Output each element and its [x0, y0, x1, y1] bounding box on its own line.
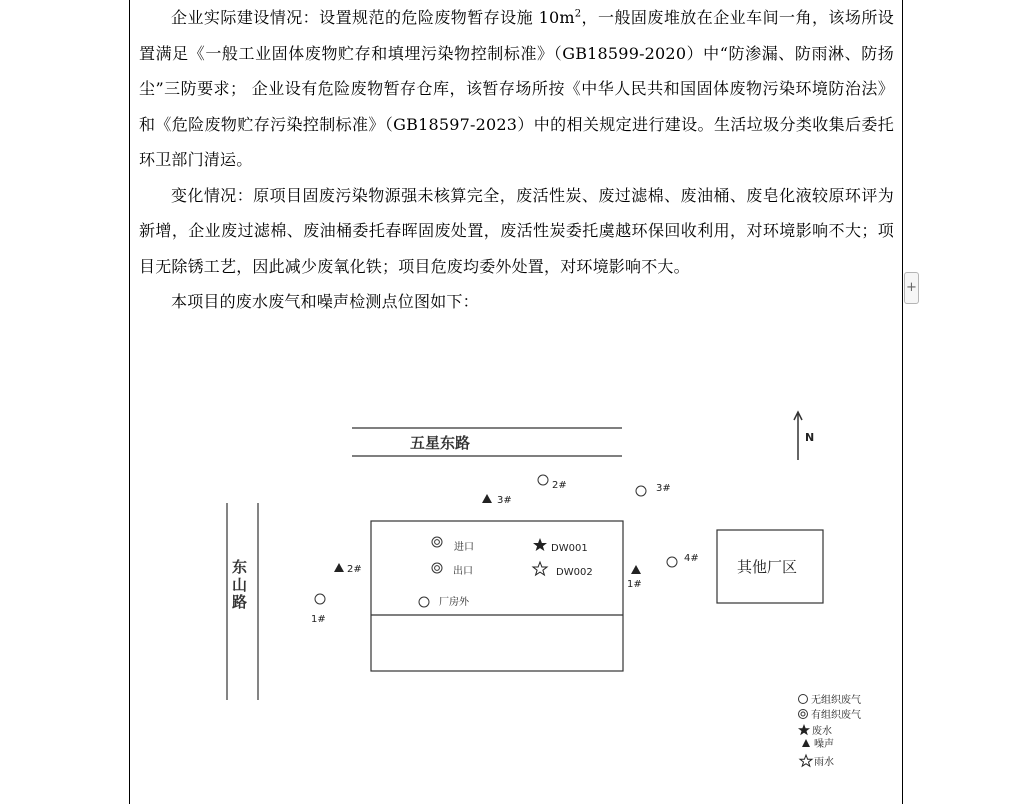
outlet-label: 出口	[453, 566, 473, 577]
noise-2-label: 2#	[347, 564, 362, 575]
road-left-char-2: 山	[232, 576, 248, 594]
noise-2-icon	[334, 563, 344, 572]
road-left-char-3: 路	[232, 593, 248, 611]
legend-organized-gas: 有组织废气	[811, 710, 861, 721]
paragraph-text: 企业实际建设情况：设置规范的危险废物暂存设施 10m	[171, 8, 575, 27]
gas-4-label: 4#	[684, 553, 699, 564]
legend-organized-gas-inner	[801, 712, 805, 716]
noise-3-icon	[482, 494, 492, 503]
legend-noise-icon	[802, 739, 810, 747]
legend-wastewater: 废水	[812, 726, 832, 737]
gas-3-label: 3#	[656, 483, 671, 494]
neighbor-plant-label: 其他厂区	[737, 558, 798, 576]
expand-plus-button[interactable]: +	[904, 272, 919, 304]
legend-wastewater-icon	[798, 724, 810, 735]
paragraph-figure-intro: 本项目的废水废气和噪声检测点位图如下：	[171, 292, 479, 311]
unorganized-gas-2-icon	[538, 475, 548, 485]
noise-3-label: 3#	[497, 495, 512, 506]
noise-1-label: 1#	[627, 579, 642, 590]
gas-2-label: 2#	[552, 480, 567, 491]
map-legend	[798, 693, 861, 768]
legend-noise: 噪声	[814, 739, 834, 750]
north-label: N	[805, 431, 815, 444]
inlet-label: 进口	[454, 542, 474, 553]
rainwater-star-icon	[533, 562, 547, 575]
gas-1-label: 1#	[311, 614, 326, 625]
unorganized-gas-3-icon	[636, 486, 646, 496]
unorganized-gas-1-icon	[315, 594, 325, 604]
wastewater-star-icon	[533, 538, 547, 551]
legend-rainwater-icon	[800, 755, 812, 766]
dw002-label: DW002	[556, 567, 593, 578]
road-top-label: 五星东路	[410, 434, 471, 452]
legend-unorganized-gas-icon	[799, 695, 808, 704]
outside-plant-gas-icon	[419, 597, 429, 607]
legend-unorganized-gas: 无组织废气	[811, 695, 861, 706]
organized-gas-inlet-inner	[435, 540, 440, 545]
legend-organized-gas-icon	[799, 710, 808, 719]
legend-rainwater: 雨水	[814, 757, 834, 768]
noise-1-icon	[631, 565, 641, 574]
dw001-label: DW001	[551, 543, 588, 554]
paragraph-text: ，一般固废堆放在企业车间一角，该场所设置满足《一般工业固体废物贮存和填埋污染物控制标准》（GB18599-2020）中“防渗漏、防雨淋、防扬尘”三防要求； 企业设有危险废物暂存仓库，该暂存场所按《中华人民共和国固体废物污染环境防治法》和《危险废物贮存污染控制标准》（GB18597-2023）中的相关规定进行建设。生活垃圾分类收集后委托环卫部门清运。	[139, 8, 894, 169]
unorganized-gas-4-icon	[667, 557, 677, 567]
superscript-2: 2	[574, 8, 582, 20]
paragraph-changes: 变化情况：原项目固废污染物源强未核算完全，废活性炭、废过滤棉、废油桶、废皂化液较原环评为新增，企业废过滤棉、废油桶委托春晖固废处置，废活性炭委托虞越环保回收利用，对环境影响不大；项目无除锈工艺，因此减少废氧化铁；项目危废均委外处置，对环境影响不大。	[139, 185, 894, 276]
outside-plant-label: 厂房外	[439, 597, 469, 608]
road-left-char-1: 东	[232, 558, 248, 576]
organized-gas-inlet-icon	[432, 537, 442, 547]
organized-gas-outlet-inner	[435, 566, 440, 571]
organized-gas-outlet-icon	[432, 563, 442, 573]
